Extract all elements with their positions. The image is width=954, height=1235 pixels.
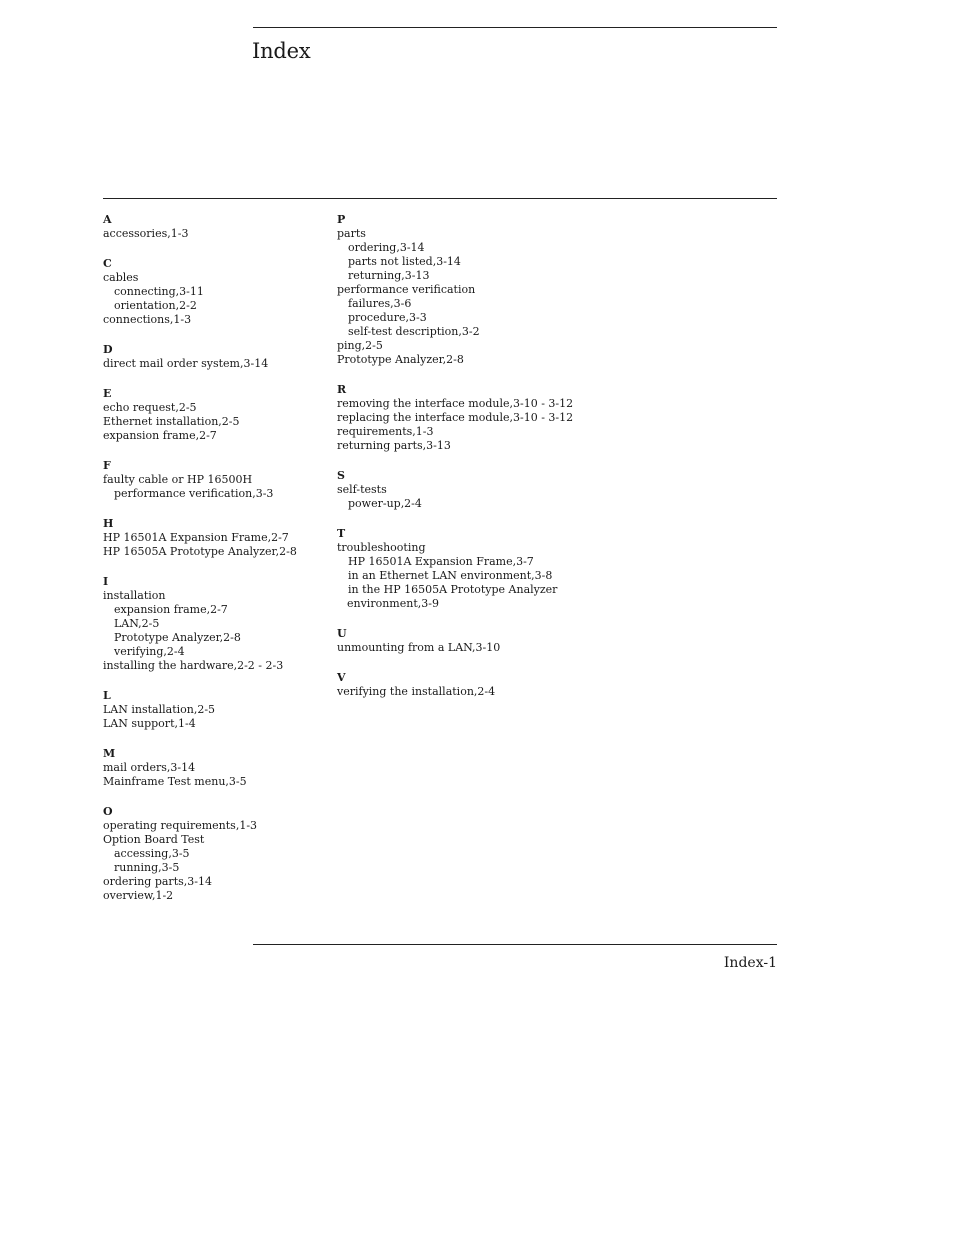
index-entry: faulty cable or HP 16500H [103, 473, 253, 486]
index-letter-heading: F [103, 459, 111, 472]
index-letter-heading: T [337, 527, 346, 540]
index-subentry: Prototype Analyzer,2-8 [114, 631, 241, 644]
index-letter-heading: A [103, 213, 112, 226]
index-entry: connections,1-3 [103, 313, 192, 326]
index-group-p [337, 213, 637, 367]
index-group-a [103, 213, 328, 241]
index-entry: LAN installation,2-5 [103, 703, 216, 716]
index-subentry: in the HP 16505A Prototype Analyzer [348, 583, 558, 596]
footer-rule [253, 944, 777, 945]
index-column-right [337, 213, 637, 715]
index-entry: Mainframe Test menu,3-5 [103, 775, 247, 788]
index-entry: removing the interface module,3-10 - 3-12 [337, 397, 574, 410]
index-entry: troubleshooting [337, 541, 426, 554]
index-group-e [103, 387, 328, 443]
index-letter-heading: C [103, 257, 112, 270]
index-subentry: returning,3-13 [348, 269, 430, 282]
index-subentry: power-up,2-4 [348, 497, 422, 510]
index-entry: accessories,1-3 [103, 227, 189, 240]
index-group-f [103, 459, 328, 501]
index-letter-heading: M [103, 747, 116, 760]
index-entry: overview,1-2 [103, 889, 174, 902]
index-column-left [103, 213, 328, 919]
index-entry: ordering parts,3-14 [103, 875, 212, 888]
index-group-s [337, 469, 637, 511]
index-subentry: running,3-5 [114, 861, 180, 874]
index-group-c [103, 257, 328, 327]
index-entry: returning parts,3-13 [337, 439, 451, 452]
index-subentry: orientation,2-2 [114, 299, 197, 312]
index-letter-heading: D [103, 343, 113, 356]
index-letter-heading: U [337, 627, 347, 640]
page-title: Index [252, 39, 311, 63]
index-entry: expansion frame,2-7 [103, 429, 217, 442]
index-subentry: HP 16501A Expansion Frame,3-7 [348, 555, 534, 568]
index-entry: mail orders,3-14 [103, 761, 196, 774]
index-subentry: procedure,3-3 [348, 311, 427, 324]
index-entry: LAN support,1-4 [103, 717, 196, 730]
index-entry: unmounting from a LAN,3-10 [337, 641, 501, 654]
index-letter-heading: S [337, 469, 345, 482]
index-group-i [103, 575, 328, 673]
index-subentry: expansion frame,2-7 [114, 603, 228, 616]
index-group-h [103, 517, 328, 559]
index-subentry: connecting,3-11 [114, 285, 204, 298]
index-entry: replacing the interface module,3-10 - 3-12 [337, 411, 574, 424]
index-letter-heading: O [103, 805, 113, 818]
index-entry: Option Board Test [103, 833, 205, 846]
index-entry: parts [337, 227, 366, 240]
index-entry: installation [103, 589, 166, 602]
index-subentry: performance verification,3-3 [114, 487, 274, 500]
index-entry: ping,2-5 [337, 339, 383, 352]
index-subentry: self-test description,3-2 [348, 325, 480, 338]
index-entry: Prototype Analyzer,2-8 [337, 353, 464, 366]
top-rule [253, 27, 777, 28]
index-letter-heading: I [103, 575, 109, 588]
index-entry: requirements,1-3 [337, 425, 434, 438]
index-group-m [103, 747, 328, 789]
index-entry: HP 16501A Expansion Frame,2-7 [103, 531, 289, 544]
index-group-u [337, 627, 637, 655]
page-number: Index-1 [723, 955, 777, 971]
index-subentry: failures,3-6 [348, 297, 412, 310]
index-subentry: ordering,3-14 [348, 241, 425, 254]
index-entry: direct mail order system,3-14 [103, 357, 269, 370]
index-letter-heading: V [337, 671, 346, 684]
index-entry: HP 16505A Prototype Analyzer,2-8 [103, 545, 297, 558]
index-letter-heading: H [103, 517, 114, 530]
index-letter-heading: P [337, 213, 346, 226]
index-entry: verifying the installation,2-4 [337, 685, 496, 698]
index-entry: echo request,2-5 [103, 401, 197, 414]
index-subentry: LAN,2-5 [114, 617, 160, 630]
index-group-l [103, 689, 328, 731]
index-entry: Ethernet installation,2-5 [103, 415, 240, 428]
index-group-o [103, 805, 328, 903]
index-entry: cables [103, 271, 139, 284]
index-group-r [337, 383, 637, 453]
index-entry: installing the hardware,2-2 - 2-3 [103, 659, 284, 672]
index-entry: operating requirements,1-3 [103, 819, 258, 832]
index-subentry: verifying,2-4 [114, 645, 185, 658]
index-group-v [337, 671, 637, 699]
section-rule [103, 198, 777, 199]
index-letter-heading: E [103, 387, 112, 400]
index-group-t [337, 527, 637, 611]
index-group-d [103, 343, 328, 371]
index-letter-heading: L [103, 689, 111, 702]
index-subentry: parts not listed,3-14 [348, 255, 461, 268]
index-subentry: accessing,3-5 [114, 847, 190, 860]
index-subentry: in an Ethernet LAN environment,3-8 [348, 569, 553, 582]
index-entry: performance verification [337, 283, 476, 296]
index-letter-heading: R [337, 383, 347, 396]
index-entry: self-tests [337, 483, 387, 496]
index-subentry: environment,3-9 [347, 597, 439, 610]
